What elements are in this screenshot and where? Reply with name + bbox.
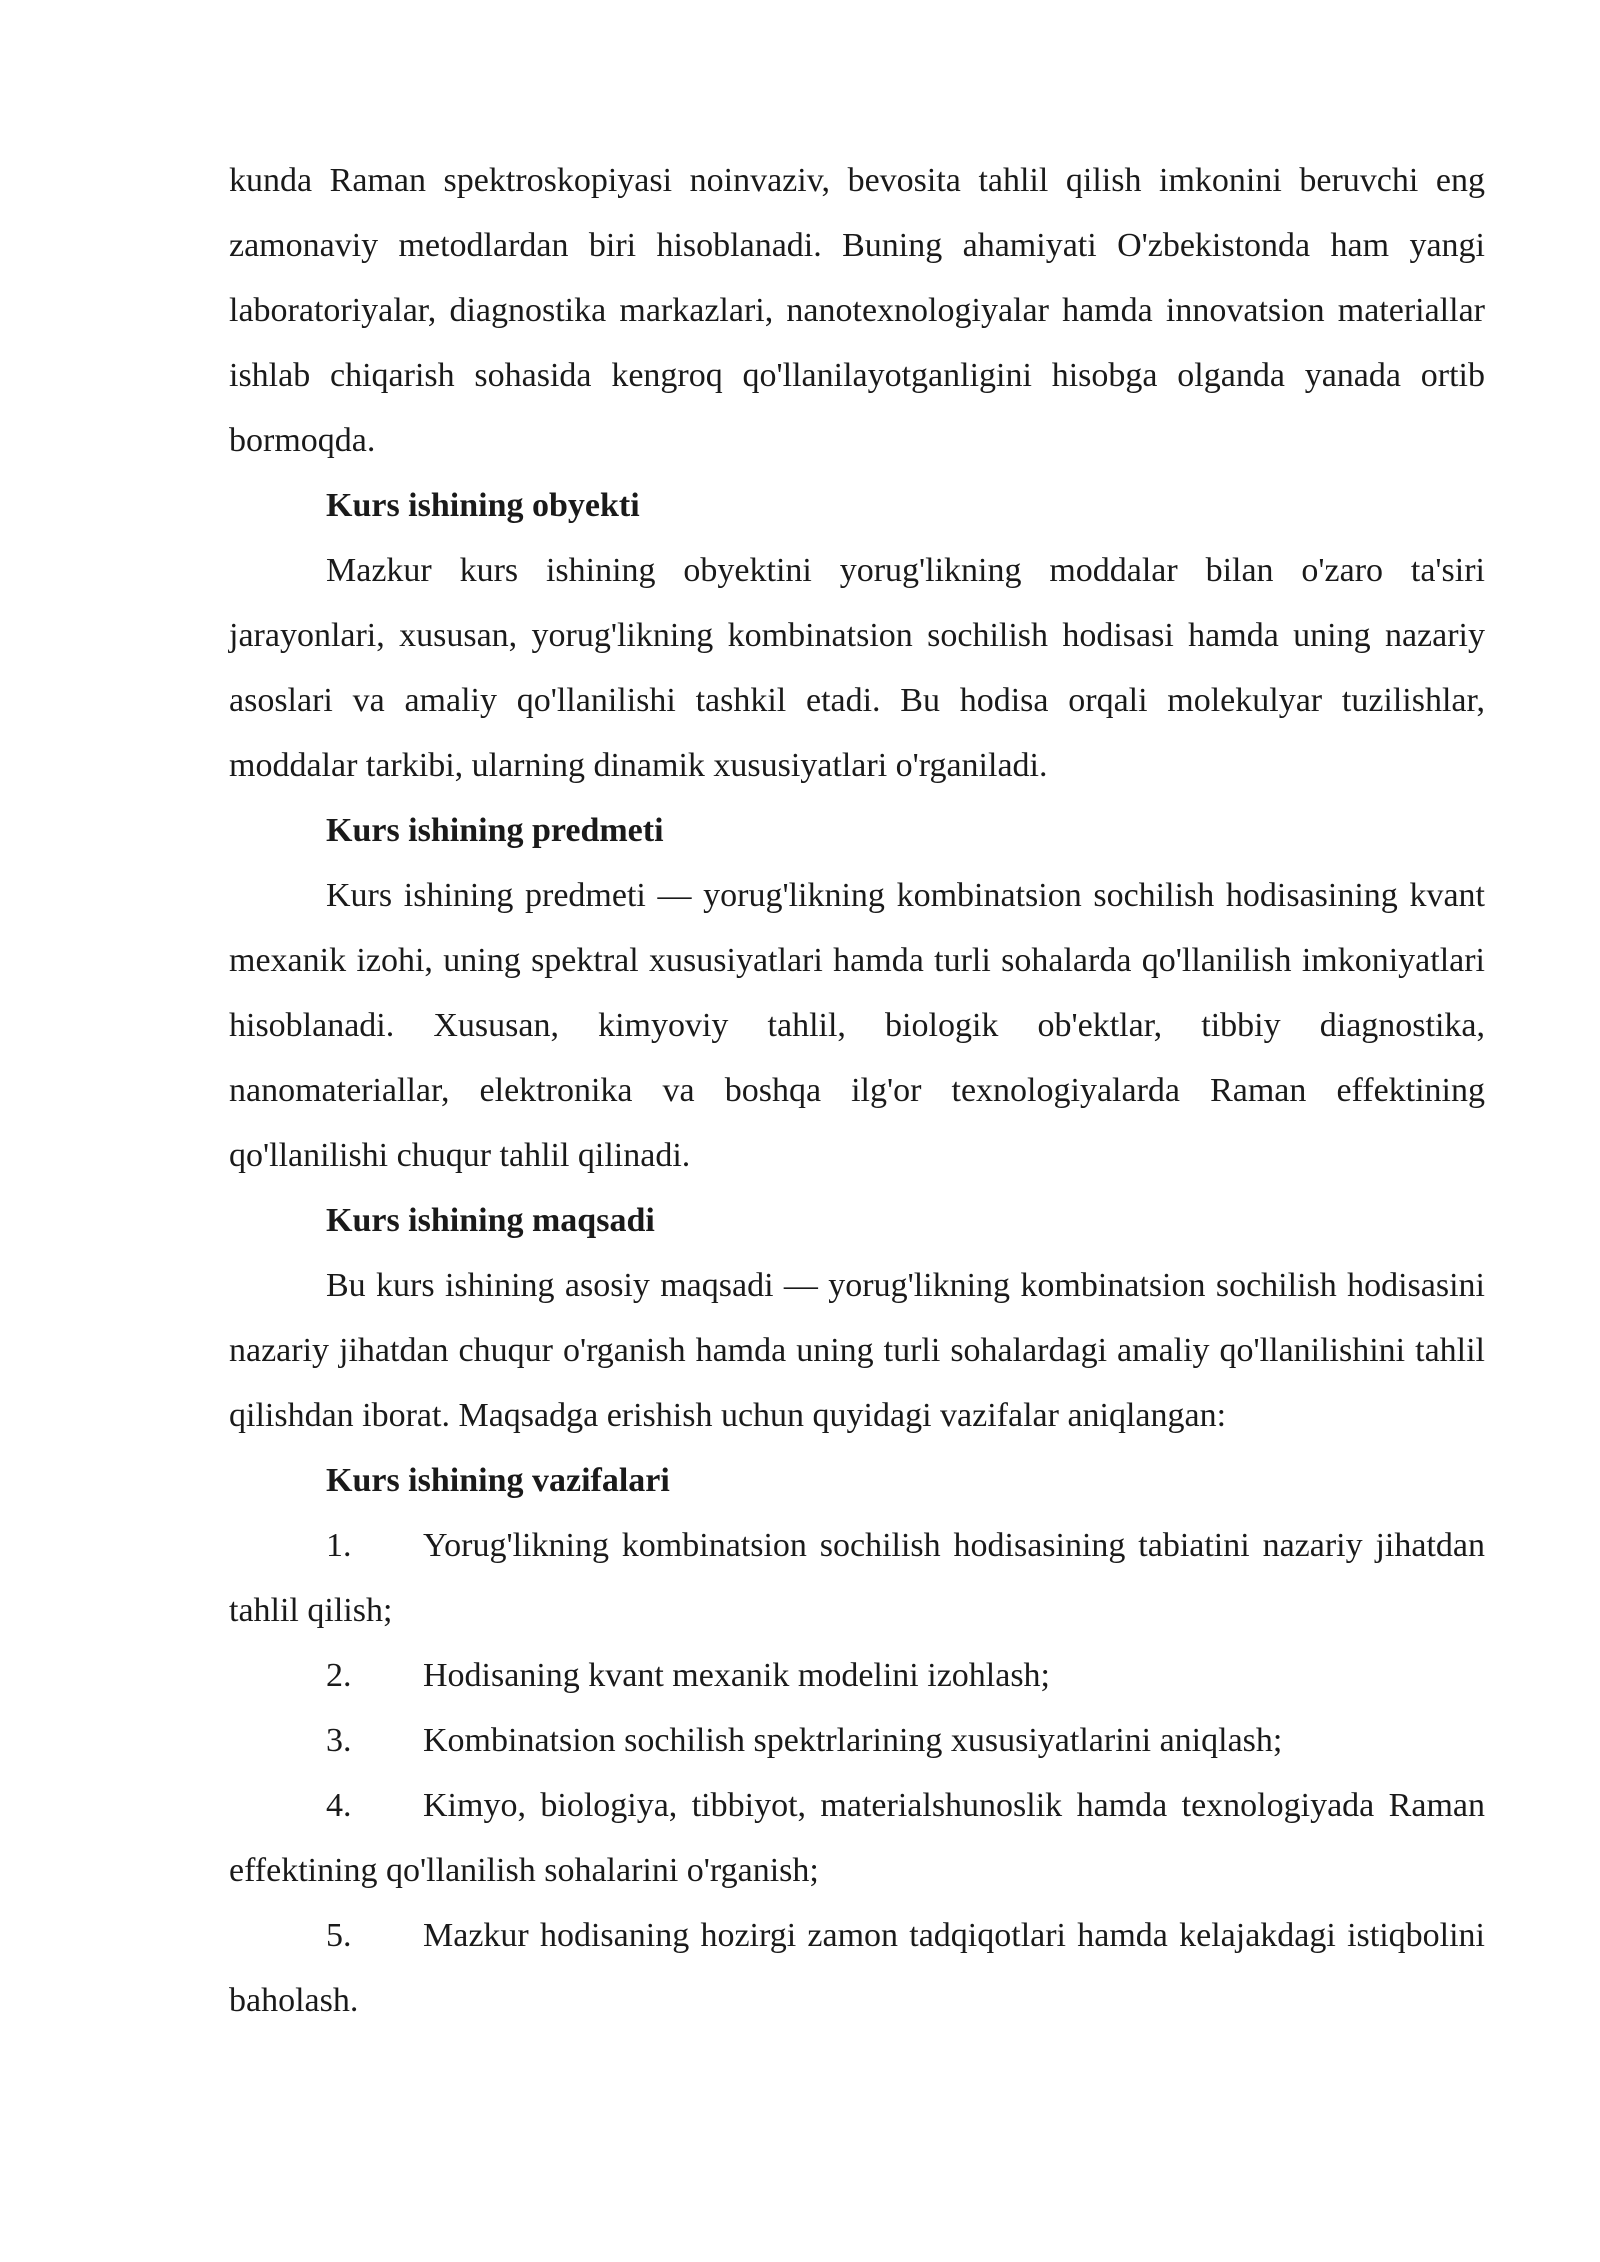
- task-text: Kombinatsion sochilish spektrlarining xususiyatlarini aniqlash;: [423, 1722, 1283, 1759]
- task-text: Kimyo, biologiya, tibbiyot, materialshunoslik hamda texnologiyada Raman effektining qo'llanilish sohalarini o'rganish;: [229, 1787, 1485, 1889]
- section-text-obyekt: Mazkur kurs ishining obyektini yorug'likning moddalar bilan o'zaro ta'siri jarayonlari, xususan, yorug'likning kombinatsion sochilish hodisasi hamda uning nazariy asoslari va amaliy qo'llanilishi tashkil etadi. Bu hodisa orqali molekulyar tuzilishlar, moddalar tarkibi, ularning dinamik xususiyatlari o'rganiladi.: [229, 552, 1485, 784]
- task-number: 2.: [326, 1657, 352, 1694]
- task-item: [229, 1513, 1485, 1643]
- task-item: [229, 1643, 1485, 1708]
- task-item: [229, 1773, 1485, 1903]
- task-text: Hodisaning kvant mexanik modelini izohlash;: [423, 1657, 1051, 1694]
- task-number: 1.: [326, 1527, 352, 1564]
- task-number: 4.: [326, 1787, 352, 1824]
- intro-paragraph: kunda Raman spektroskopiyasi noinvaziv, bevosita tahlil qilish imkonini beruvchi eng zamonaviy metodlardan biri hisoblanadi. Buning ahamiyati O'zbekistonda ham yangi laboratoriyalar, diagnostika markazlari, nanotexnologiyalar hamda innovatsion materiallar ishlab chiqarish sohasida kengroq qo'llanilayotganligini hisobga olganda yanada ortib bormoqda.: [229, 162, 1485, 459]
- task-item: [229, 1708, 1485, 1773]
- section-text-maqsad: Bu kurs ishining asosiy maqsadi — yorug'likning kombinatsion sochilish hodisasini nazariy jihatdan chuqur o'rganish hamda uning turli sohalardagi amaliy qo'llanilishini tahlil qilishdan iborat. Maqsadga erishish uchun quyidagi vazifalar aniqlangan:: [229, 1267, 1485, 1434]
- section-heading-maqsad: Kurs ishining maqsadi: [326, 1202, 655, 1239]
- task-item: [229, 1903, 1485, 2033]
- task-text: Mazkur hodisaning hozirgi zamon tadqiqotlari hamda kelajakdagi istiqbolini baholash.: [229, 1917, 1485, 2019]
- task-number: 3.: [326, 1722, 352, 1759]
- section-heading-obyekt: Kurs ishining obyekti: [326, 487, 640, 524]
- document-page: [229, 148, 1485, 2033]
- section-text-predmet: Kurs ishining predmeti — yorug'likning kombinatsion sochilish hodisasining kvant mexanik izohi, uning spektral xususiyatlari hamda turli sohalarda qo'llanilish imkoniyatlari hisoblanadi. Xususan, kimyoviy tahlil, biologik ob'ektlar, tibbiy diagnostika, nanomateriallar, elektronika va boshqa ilg'or texnologiyalarda Raman effektining qo'llanilishi chuqur tahlil qilinadi.: [229, 877, 1485, 1174]
- section-heading-vazifalar: Kurs ishining vazifalari: [326, 1462, 670, 1499]
- task-number: 5.: [326, 1917, 352, 1954]
- section-heading-predmet: Kurs ishining predmeti: [326, 812, 664, 849]
- task-list: [229, 1513, 1485, 2033]
- task-text: Yorug'likning kombinatsion sochilish hodisasining tabiatini nazariy jihatdan tahlil qilish;: [229, 1527, 1485, 1629]
